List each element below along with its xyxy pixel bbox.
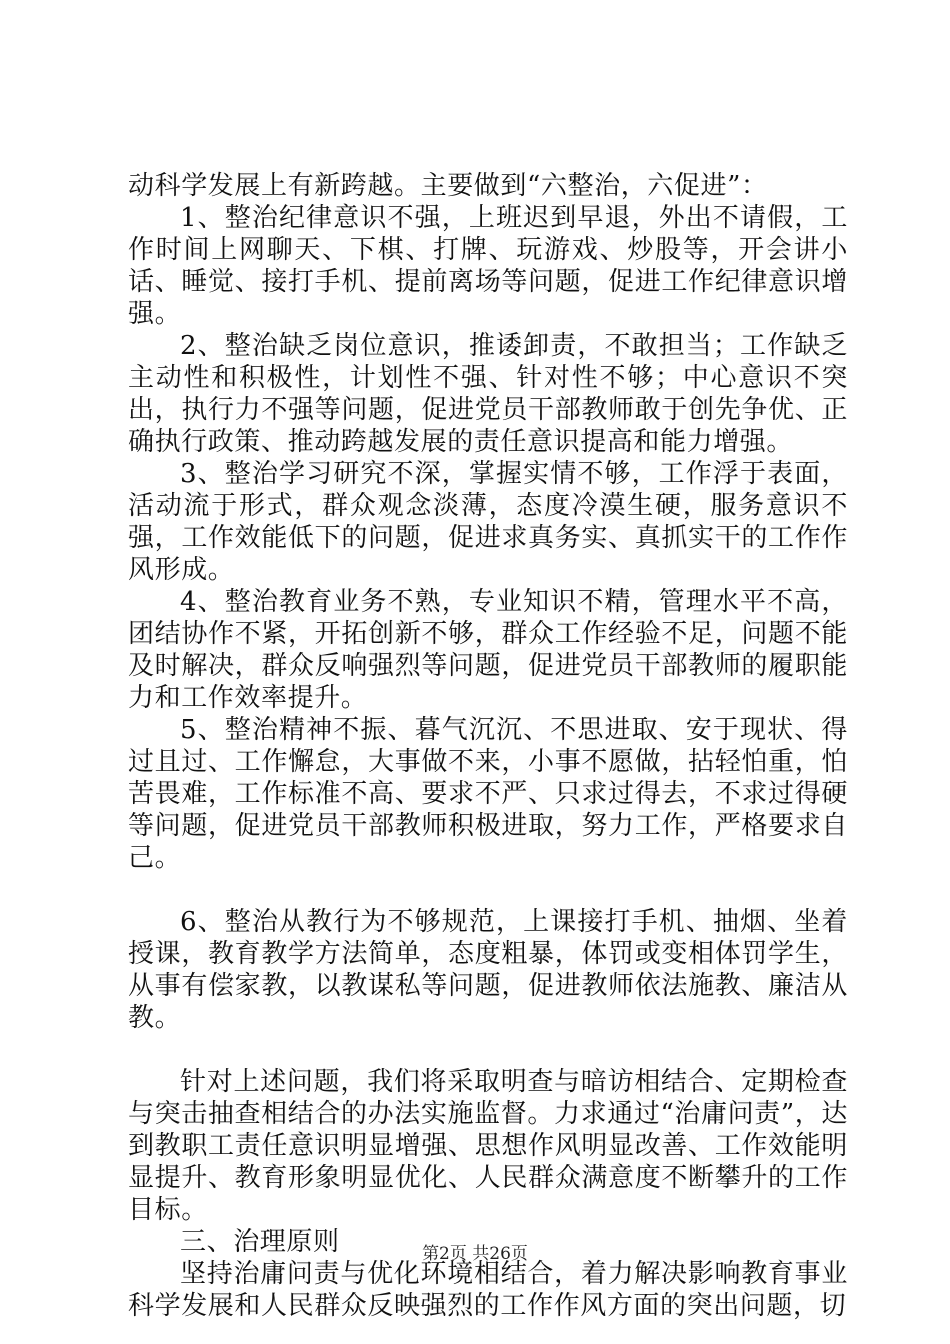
- paragraph-summary: 针对上述问题，我们将采取明查与暗访相结合、定期检查与突击抽查相结合的办法实施监督。力求通过“治庸问责”，达到教职工责任意识明显增强、思想作风明显改善、工作效能明显提升、教育形象明显优化、人民群众满意度不断攀升的工作目标。: [128, 1067, 848, 1225]
- page-number-footer: 第2页 共26页: [422, 1244, 528, 1264]
- paragraph-item-1: 1、整治纪律意识不强，上班迟到早退，外出不请假，工作时间上网聊天、下棋、打牌、玩游戏、炒股等，开会讲小话、睡觉、接打手机、提前离场等问题，促进工作纪律意识增强。: [128, 203, 848, 329]
- document-body: [128, 170, 848, 1322]
- paragraph-item-4: 4、整治教育业务不熟，专业知识不精，管理水平不高，团结协作不紧，开拓创新不够，群众工作经验不足，问题不能及时解决，群众反响强烈等问题，促进党员干部教师的履职能力和工作效率提升。: [128, 587, 848, 713]
- paragraph-item-2: 2、整治缺乏岗位意识，推诿卸责，不敢担当；工作缺乏主动性和积极性，计划性不强、针对性不够；中心意识不突出，执行力不强等问题，促进党员干部教师敢于创先争优、正确执行政策、推动跨越发展的责任意识提高和能力增强。: [128, 331, 848, 457]
- paragraph-item-5: 5、整治精神不振、暮气沉沉、不思进取、安于现状、得过且过、工作懈怠，大事做不来，小事不愿做，拈轻怕重，怕苦畏难，工作标准不高、要求不严、只求过得去，不求过得硬等问题，促进党员干部教师积极进取，努力工作，严格要求自己。: [128, 715, 848, 873]
- paragraph-intro: 动科学发展上有新跨越。主要做到“六整治，六促进”：: [128, 171, 768, 201]
- section-heading: 三、治理原则: [180, 1227, 340, 1257]
- paragraph-principle: 坚持治庸问责与优化环境相结合，着力解决影响教育事业科学发展和人民群众反映强烈的工作作风方面的突出问题，切: [128, 1259, 848, 1321]
- paragraph-item-6: 6、整治从教行为不够规范，上课接打手机、抽烟、坐着授课，教育教学方法简单，态度粗暴，体罚或变相体罚学生，从事有偿家教，以教谋私等问题，促进教师依法施教、廉洁从教。: [128, 907, 848, 1033]
- paragraph-item-3: 3、整治学习研究不深，掌握实情不够，工作浮于表面，活动流于形式，群众观念淡薄，态度冷漠生硬，服务意识不强，工作效能低下的问题，促进求真务实、真抓实干的工作作风形成。: [128, 459, 848, 585]
